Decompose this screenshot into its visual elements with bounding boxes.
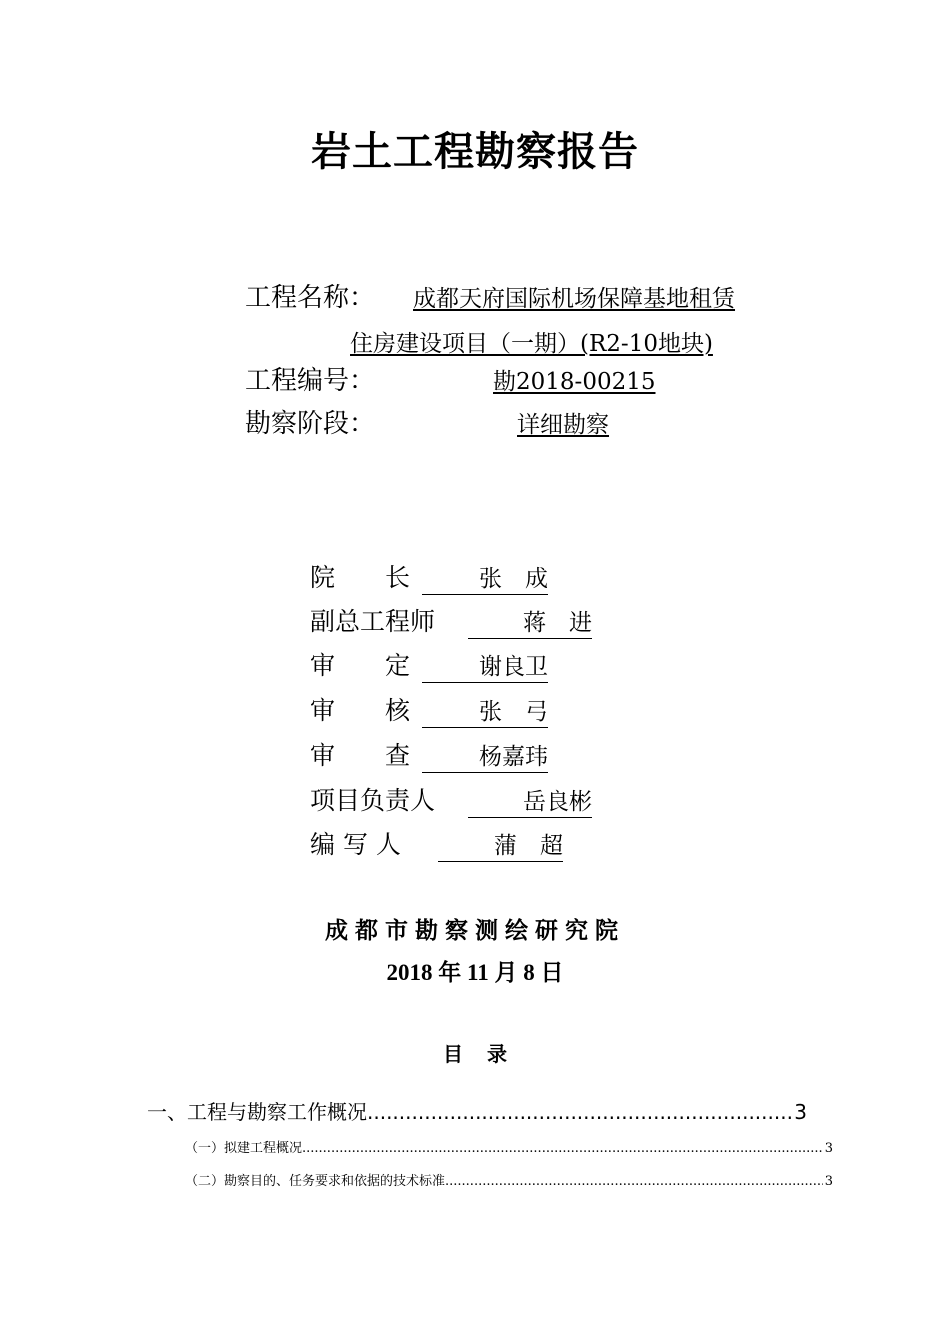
signatory-name: 杨嘉玮 [422, 742, 548, 773]
signatory-row [310, 830, 563, 862]
signatory-name: 岳良彬 [468, 787, 592, 818]
report-date: 2018 年 11 月 8 日 [386, 960, 564, 985]
toc-entry-text: （一）拟建工程概况 [185, 1141, 303, 1156]
toc-entry-page: 3 [824, 1141, 833, 1156]
signatory-role: 院 长 [310, 563, 411, 592]
signatory-row [310, 651, 548, 683]
signatory-row [310, 696, 548, 728]
signatory-name: 张 弓 [422, 697, 548, 728]
signatory-role: 副总工程师 [310, 607, 436, 636]
organization-name: 成都市勘察测绘研究院 [325, 917, 625, 944]
project-code-row [245, 366, 656, 397]
project-code-label: 工程编号： [245, 366, 376, 396]
survey-stage-row [245, 409, 609, 440]
toc-leader [302, 1141, 823, 1156]
signatory-role: 审 定 [310, 651, 411, 680]
signatory-name: 谢良卫 [422, 652, 548, 683]
project-name-value-line2: 住房建设项目（一期）(R2-10地块) [350, 331, 713, 357]
signatory-role: 审 核 [310, 696, 411, 725]
signatory-name: 蒋 进 [468, 608, 592, 639]
signatory-row [310, 607, 592, 639]
toc-entry[interactable] [185, 1137, 833, 1156]
survey-stage-value: 详细勘察 [517, 412, 610, 438]
toc-entry-page: 3 [794, 1100, 807, 1124]
signatory-role: 编 写 人 [310, 830, 401, 859]
toc-title: 目录 [443, 1042, 531, 1066]
signatory-name: 蒲 超 [438, 831, 563, 862]
project-name-row [245, 283, 735, 314]
report-title: 岩土工程勘察报告 [311, 129, 639, 175]
toc-entry[interactable] [185, 1170, 833, 1189]
signatory-role: 项目负责人 [310, 786, 436, 815]
toc-leader [445, 1174, 823, 1189]
project-name-label: 工程名称： [245, 283, 376, 313]
survey-stage-label: 勘察阶段： [245, 409, 376, 439]
signatory-row [310, 563, 548, 595]
toc-leader [367, 1100, 792, 1124]
toc-entry-text: （二）勘察目的、任务要求和依据的技术标准 [185, 1174, 446, 1189]
signatory-role: 审 查 [310, 741, 411, 770]
signatory-name: 张 成 [422, 564, 548, 595]
project-code-value: 勘2018-00215 [493, 369, 656, 395]
toc-entry-text: 一、工程与勘察工作概况 [147, 1100, 367, 1124]
project-name-value-line1: 成都天府国际机场保障基地租赁 [413, 286, 736, 312]
toc-entry-page: 3 [824, 1174, 833, 1189]
toc-entry[interactable] [147, 1096, 807, 1125]
signatory-row [310, 786, 592, 818]
signatory-row [310, 741, 548, 773]
